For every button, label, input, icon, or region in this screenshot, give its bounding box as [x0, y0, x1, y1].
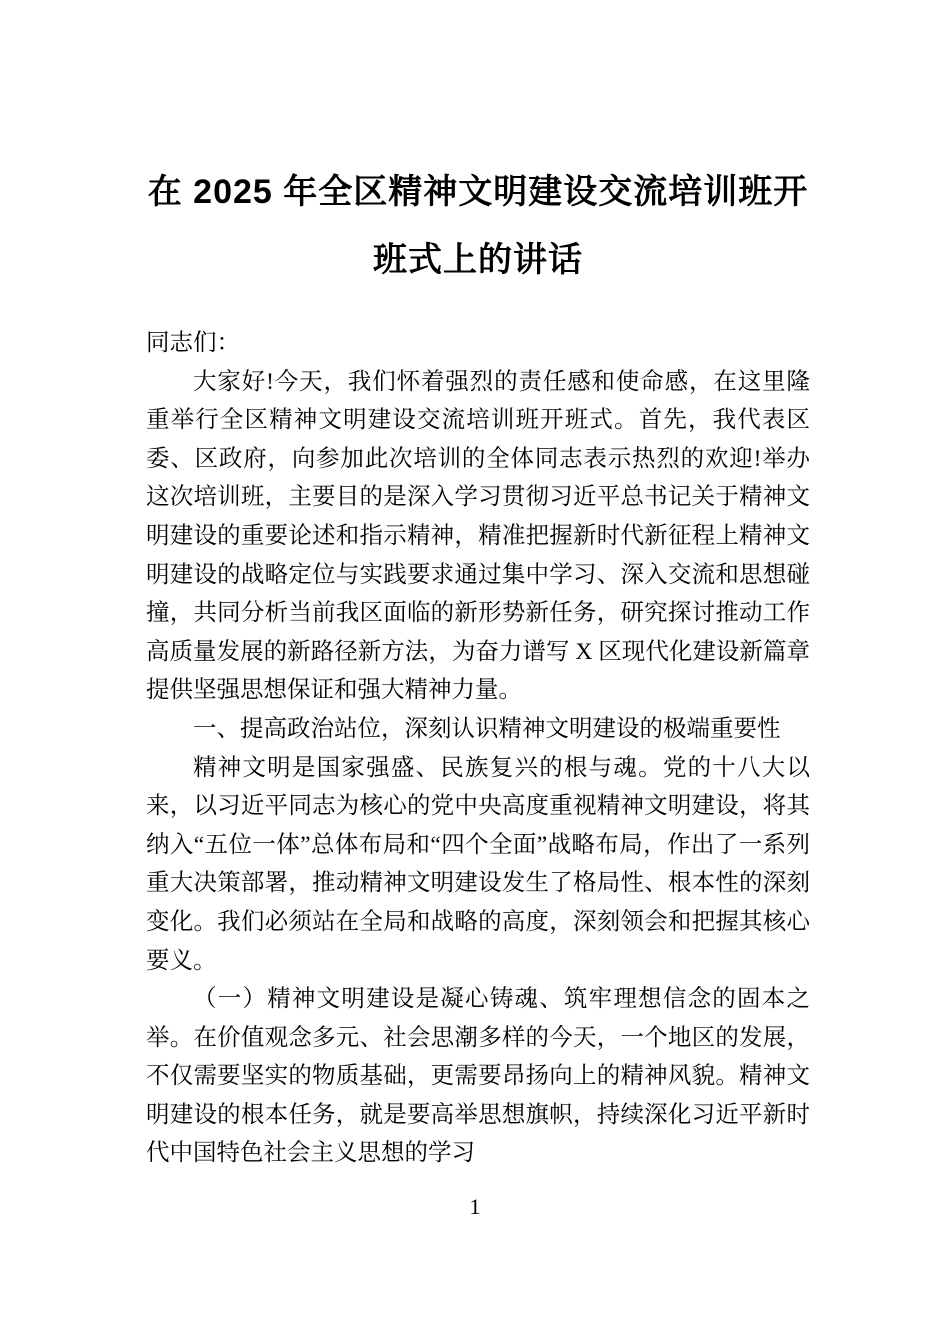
document-title: 在 2025 年全区精神文明建设交流培训班开班式上的讲话 — [147, 173, 809, 279]
document-body — [146, 324, 810, 1173]
paragraph-opening: 大家好!今天，我们怀着强烈的责任感和使命感，在这里隆重举行全区精神文明建设交流培训班开班式。首先，我代表区委、区政府，向参加此次培训的全体同志表示热烈的欢迎!举办这次培训班，主要目的是深入学习贯彻习近平总书记关于精神文明建设的重要论述和指示精神，精准把握新时代新征程上精神文明建设的战略定位与实践要求通过集中学习、深入交流和思想碰撞，共同分析当前我区面临的新形势新任务，研究探讨推动工作高质量发展的新路径新方法，为奋力谱写 X 区现代化建设新篇章提供坚强思想保证和强大精神力量。 — [146, 368, 810, 704]
salutation: 同志们： — [146, 330, 240, 356]
paragraph-section-1-intro: 精神文明是国家强盛、民族复兴的根与魂。党的十八大以来，以习近平同志为核心的党中央高度重视精神文明建设，将其纳入“五位一体”总体布局和“四个全面”战略布局，作出了一系列重大决策部署，推动精神文明建设发生了格局性、根本性的深刻变化。我们必须站在全局和战略的高度，深刻领会和把握其核心要义。 — [146, 754, 810, 974]
paragraph-section-1-point-1: （一）精神文明建设是凝心铸魂、筑牢理想信念的固本之举。在价值观念多元、社会思潮多样的今天，一个地区的发展，不仅需要坚实的物质基础，更需要昂扬向上的精神风貌。精神文明建设的根本任务，就是要高举思想旗帜，持续深化习近平新时代中国特色社会主义思想的学习 — [146, 986, 810, 1167]
section-heading-1: 一、提高政治站位，深刻认识精神文明建设的极端重要性 — [193, 715, 781, 742]
page-number: 1 — [469, 1194, 481, 1219]
